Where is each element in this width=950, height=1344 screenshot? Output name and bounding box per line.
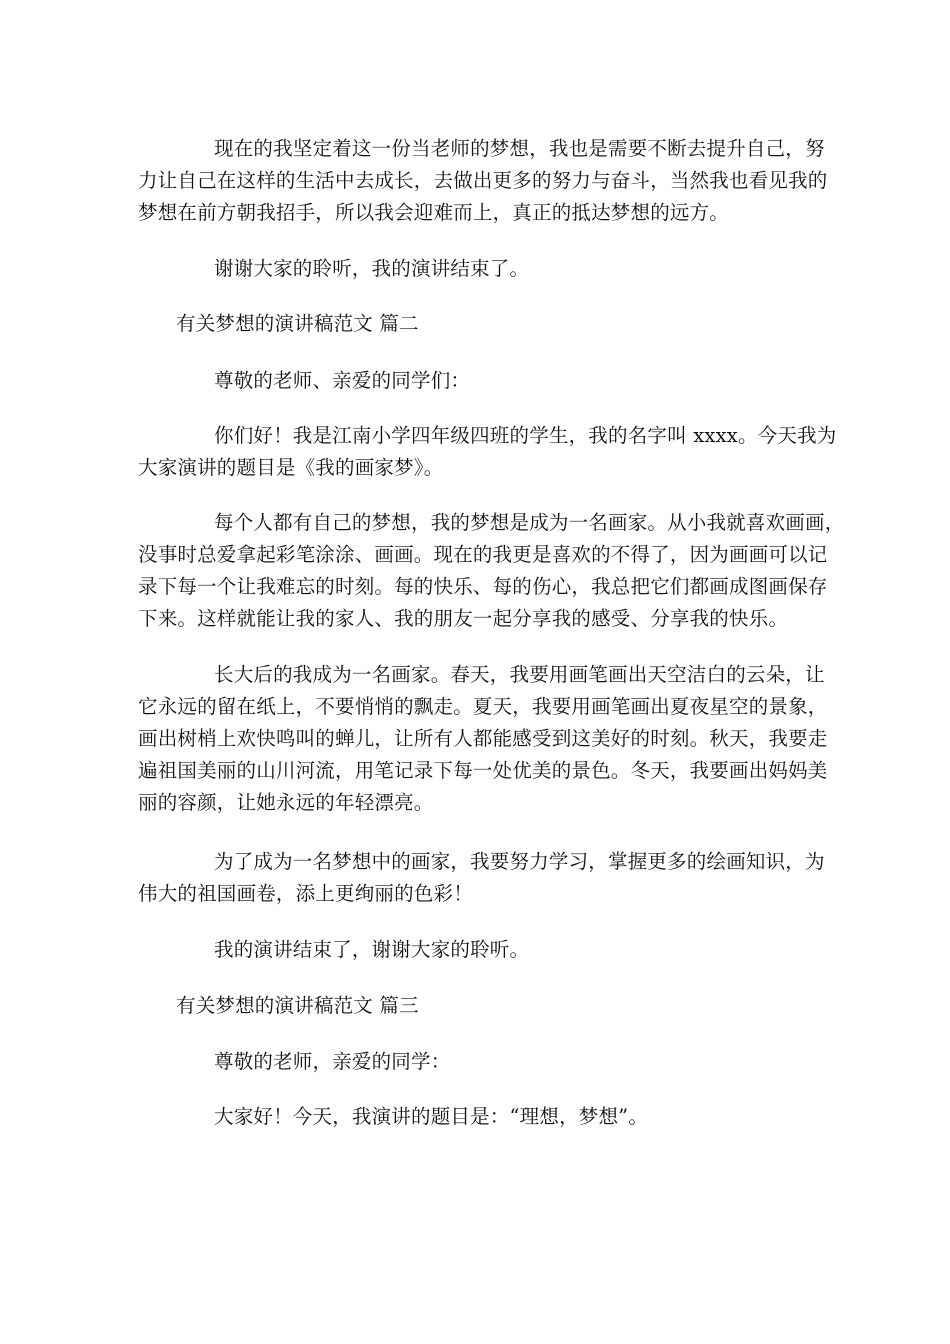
text-line: 大家好！今天，我演讲的题目是：“理想，梦想”。 (214, 1105, 649, 1128)
text-line: 现在的我坚定着这一份当老师的梦想，我也是需要不断去提升自己，努 (214, 137, 825, 160)
text-line: 录下每一个让我难忘的时刻。每的快乐、每的伤心，我总把它们都画成图画保存 (138, 575, 828, 598)
text-line: 梦想在前方朝我招手，所以我会迎难而上，真正的抵达梦想的远方。 (138, 201, 730, 224)
text-line: 你们好！我是江南小学四年级四班的学生，我的名字叫 xxxx。今天我为 (214, 424, 837, 447)
text-line: 下来。这样就能让我的家人、我的朋友一起分享我的感受、分享我的快乐。 (138, 607, 789, 630)
text-line: 每个人都有自己的梦想，我的梦想是成为一名画家。从小我就喜欢画画， (214, 511, 845, 534)
text-line: 丽的容颜，让她永远的年轻漂亮。 (138, 791, 434, 814)
text-line: 它永远的留在纸上，不要悄悄的飘走。夏天，我要用画笔画出夏夜星空的景象， (138, 695, 828, 718)
text-line: 遍祖国美丽的山川河流，用笔记录下每一处优美的景色。冬天，我要画出妈妈美 (138, 759, 828, 782)
text-line: 伟大的祖国画卷，添上更绚丽的色彩！ (138, 882, 473, 905)
section-heading: 有关梦想的演讲稿范文 篇二 (176, 312, 419, 335)
text-line: 谢谢大家的聆听，我的演讲结束了。 (214, 257, 530, 280)
text-line: 长大后的我成为一名画家。春天，我要用画笔画出天空洁白的云朵，让 (214, 663, 825, 686)
text-line: 我的演讲结束了，谢谢大家的聆听。 (214, 938, 530, 961)
text-line: 画出树梢上欢快鸣叫的蝉儿，让所有人都能感受到这美好的时刻。秋天，我要走 (138, 727, 828, 750)
text-line: 尊敬的老师，亲爱的同学： (214, 1050, 451, 1073)
text-line: 没事时总爱拿起彩笔涂涂、画画。现在的我更是喜欢的不得了，因为画画可以记 (138, 543, 828, 566)
text-line: 为了成为一名梦想中的画家，我要努力学习，掌握更多的绘画知识，为 (214, 850, 825, 873)
text-line: 力让自己在这样的生活中去成长，去做出更多的努力与奋斗，当然我也看见我的 (138, 169, 828, 192)
text-line: 尊敬的老师、亲爱的同学们： (214, 369, 471, 392)
text-line: 大家演讲的题目是《我的画家梦》。 (138, 456, 444, 479)
section-heading: 有关梦想的演讲稿范文 篇三 (176, 994, 419, 1017)
